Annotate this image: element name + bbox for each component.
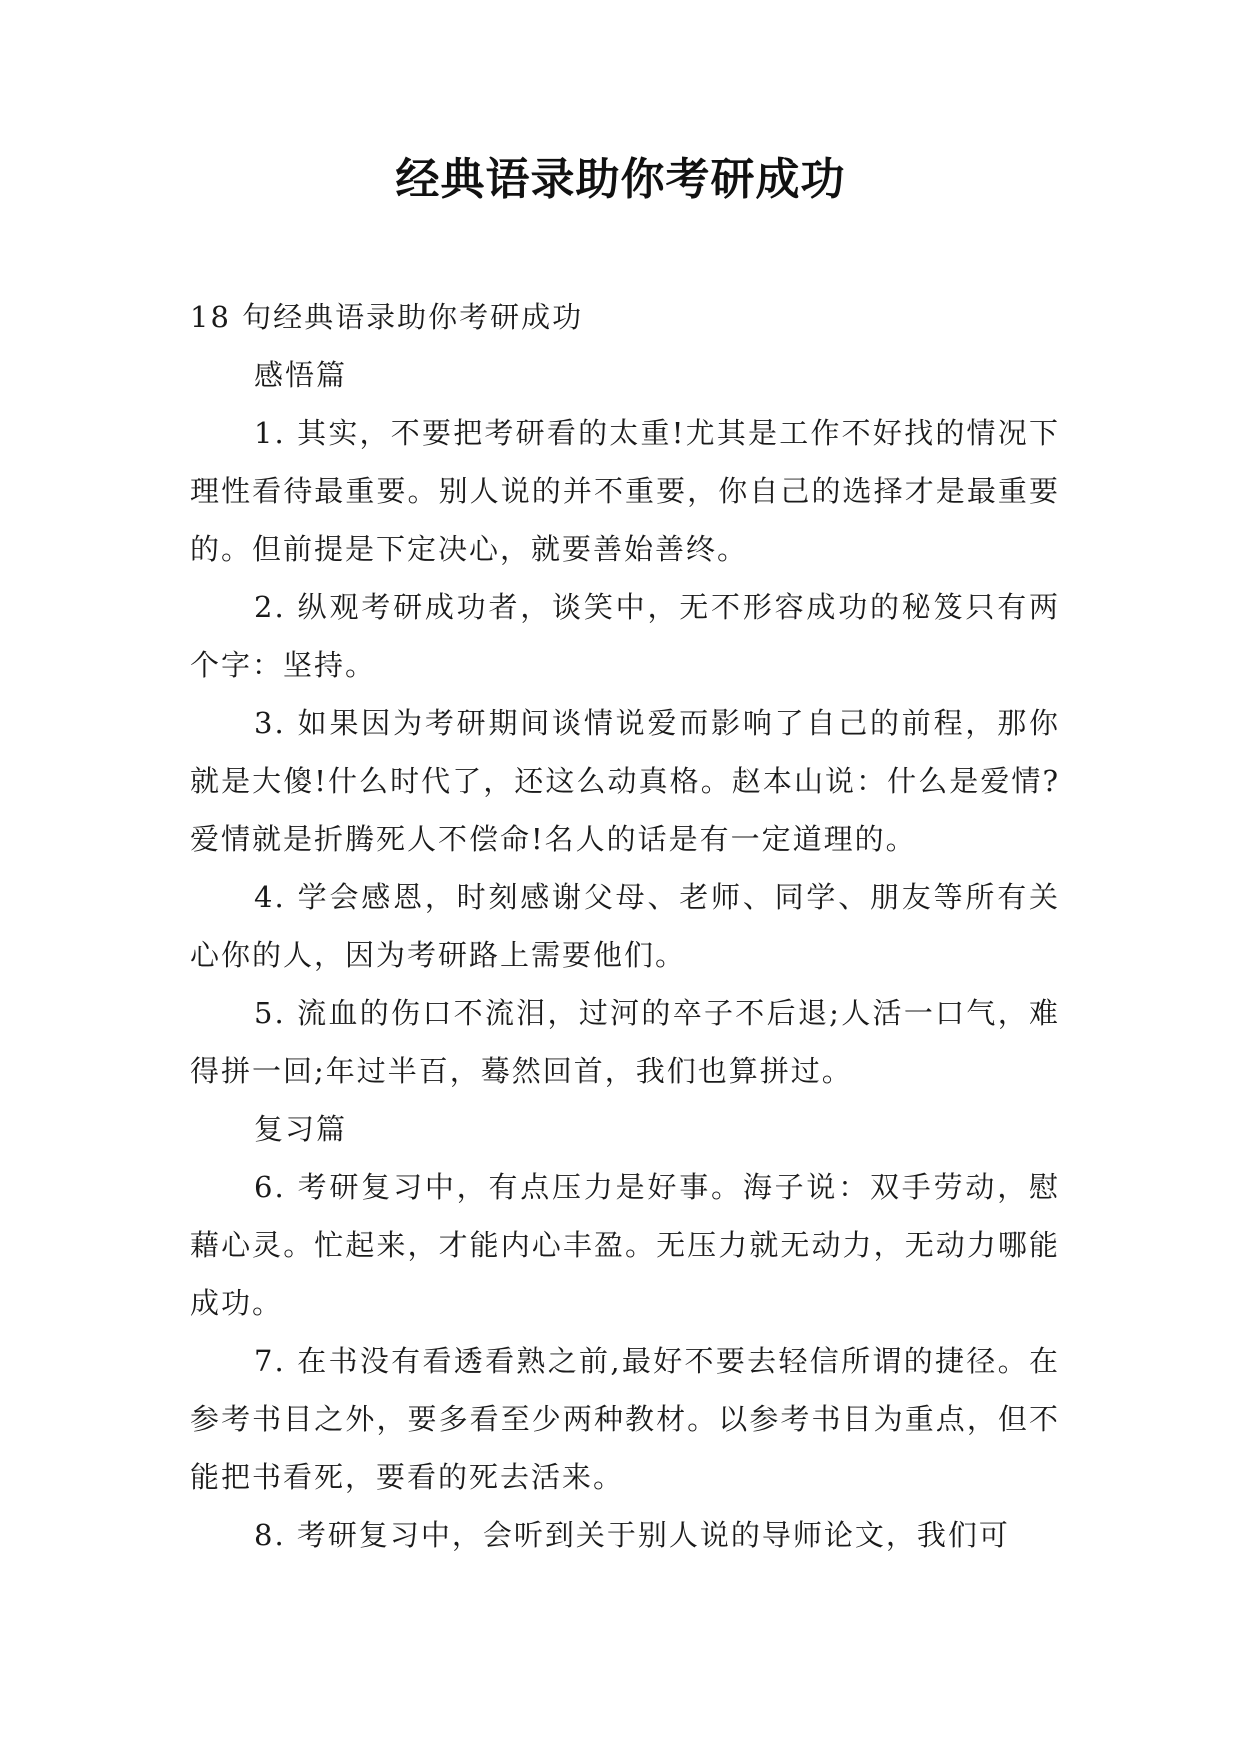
section-heading-insight: 感悟篇 — [254, 358, 348, 392]
quote-paragraph-3: 3. 如果因为考研期间谈情说爱而影响了自己的前程，那你就是大傻!什么时代了，还这么动真格。赵本山说：什么是爱情?爱情就是折腾死人不偿命!名人的话是有一定道理的。 — [190, 706, 1060, 856]
document-body — [190, 288, 1060, 1564]
document-title: 经典语录助你考研成功 — [395, 154, 846, 205]
quote-paragraph-8: 8. 考研复习中，会听到关于别人说的导师论文，我们可 — [254, 1518, 1010, 1552]
quote-paragraph-5: 5. 流血的伤口不流泪，过河的卒子不后退;人活一口气，难得拼一回;年过半百，蓦然回首，我们也算拼过。 — [190, 996, 1060, 1088]
quote-paragraph-1: 1. 其实，不要把考研看的太重!尤其是工作不好找的情况下理性看待最重要。别人说的并不重要，你自己的选择才是最重要的。但前提是下定决心，就要善始善终。 — [190, 416, 1060, 566]
quote-paragraph-7: 7. 在书没有看透看熟之前,最好不要去轻信所谓的捷径。在参考书目之外，要多看至少两种教材。以参考书目为重点，但不能把书看死，要看的死去活来。 — [190, 1344, 1060, 1494]
quote-paragraph-2: 2. 纵观考研成功者，谈笑中，无不形容成功的秘笈只有两个字：坚持。 — [190, 590, 1060, 682]
quote-paragraph-6: 6. 考研复习中，有点压力是好事。海子说：双手劳动，慰藉心灵。忙起来，才能内心丰盈。无压力就无动力，无动力哪能成功。 — [190, 1170, 1060, 1320]
section-heading-review: 复习篇 — [254, 1112, 348, 1146]
quote-paragraph-4: 4. 学会感恩，时刻感谢父母、老师、同学、朋友等所有关心你的人，因为考研路上需要他们。 — [190, 880, 1060, 972]
intro-line: 18 句经典语录助你考研成功 — [190, 300, 584, 334]
